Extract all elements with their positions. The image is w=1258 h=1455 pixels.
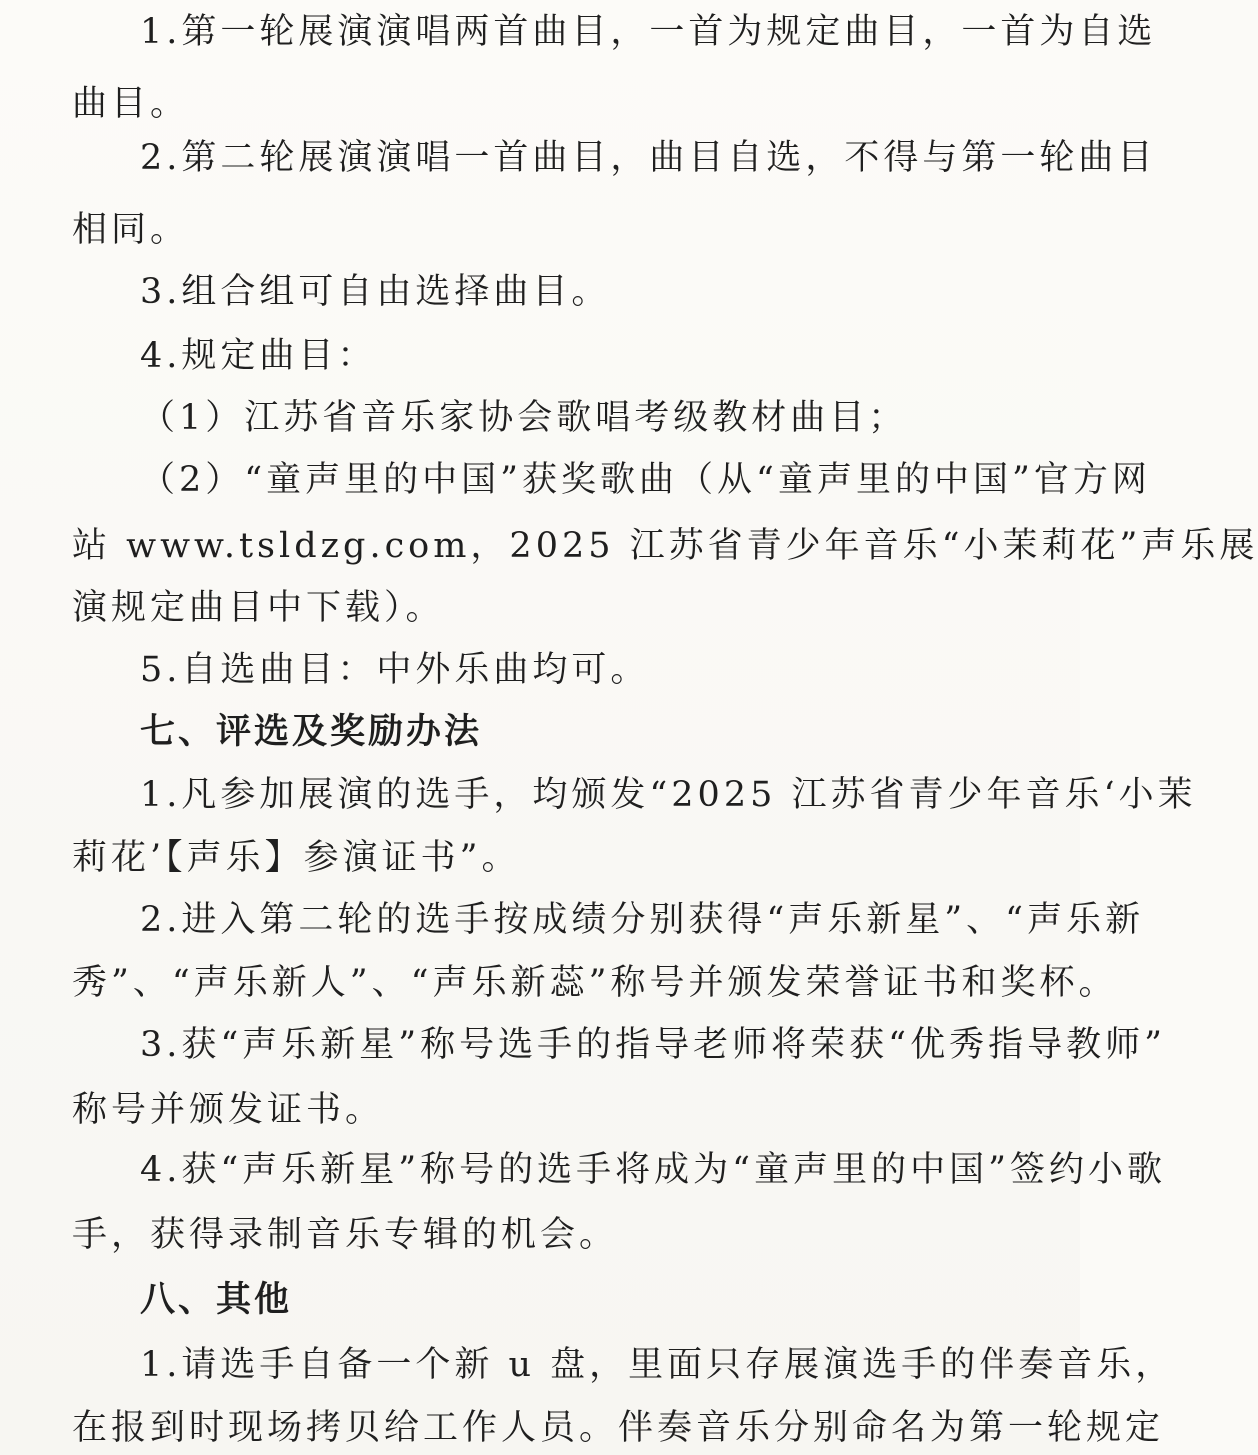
text-line: 1.第一轮展演演唱两首曲目，一首为规定曲目，一首为自选 [140,12,1157,52]
text-line: 莉花’【声乐】参演证书”。 [72,838,521,878]
text-line: 称号并颁发证书。 [72,1090,385,1130]
text-line: 4.获“声乐新星”称号的选手将成为“童声里的中国”签约小歌 [140,1150,1166,1190]
text-line: 站 www.tsldzg.com，2025 江苏省青少年音乐“小茉莉花”声乐展 [72,526,1258,566]
text-line: 5.自选曲目：中外乐曲均可。 [140,650,650,690]
text-line: 曲目。 [72,84,190,124]
section-heading: 八、其他 [140,1280,293,1320]
text-line: 1.凡参加展演的选手，均颁发“2025 江苏省青少年音乐‘小茉 [140,775,1197,815]
text-line: 3.获“声乐新星”称号选手的指导老师将荣获“优秀指导教师” [140,1025,1166,1065]
text-line: 4.规定曲目： [140,336,377,376]
text-line: （2）“童声里的中国”获奖歌曲（从“童声里的中国”官方网 [140,460,1151,500]
text-line: 1.请选手自备一个新 u 盘，里面只存展演选手的伴奏音乐， [140,1345,1175,1385]
text-line: 2.进入第二轮的选手按成绩分别获得“声乐新星”、“声乐新 [140,900,1145,940]
text-line: 2.第二轮展演演唱一首曲目，曲目自选，不得与第一轮曲目 [140,138,1157,178]
text-line: 演规定曲目中下载）。 [72,588,445,628]
text-line: 在报到时现场拷贝给工作人员。伴奏音乐分别命名为第一轮规定 [72,1408,1165,1448]
text-line: 相同。 [72,210,190,250]
text-line: 3.组合组可自由选择曲目。 [140,272,611,312]
section-heading: 七、评选及奖励办法 [140,712,483,752]
text-line: （1）江苏省音乐家协会歌唱考级教材曲目； [140,398,908,438]
text-line: 手，获得录制音乐专辑的机会。 [72,1215,619,1255]
text-line: 秀”、“声乐新人”、“声乐新蕊”称号并颁发荣誉证书和奖杯。 [72,963,1118,1003]
